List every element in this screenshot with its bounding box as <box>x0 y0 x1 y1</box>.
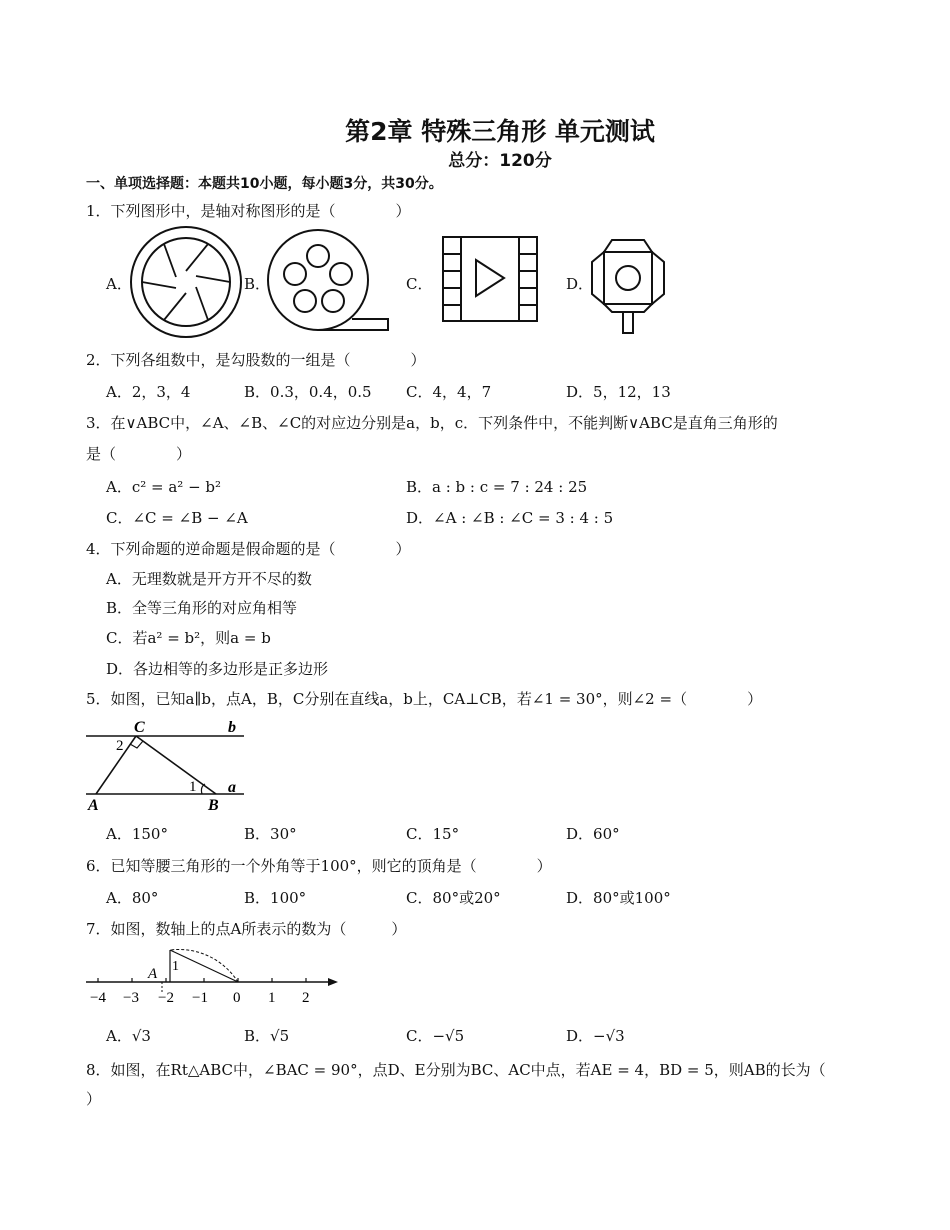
section-heading: 一、单项选择题：本题共10小题，每小题3分，共30分。 <box>86 176 443 192</box>
question-8-stem-line2: ） <box>86 1090 102 1108</box>
fig5-angle-1: 1 <box>189 779 197 795</box>
q4-option-d: D．各边相等的多边形是正多边形 <box>106 660 329 678</box>
number-line-figure <box>82 944 344 1008</box>
question-5-stem: 5．如图，已知a∥b，点A，B，C分别在直线a，b上，CA⊥CB，若∠1 = 30°，则∠2 =（ ） <box>86 690 763 708</box>
parallel-lines-triangle-figure <box>82 714 252 814</box>
fig7-tick-neg1: −1 <box>192 990 208 1006</box>
q6-option-c: C．80°或20° <box>406 889 501 907</box>
q2-option-a: A．2，3，4 <box>106 383 191 401</box>
fig7-tick-neg4: −4 <box>90 990 106 1006</box>
fig7-tick-neg3: −3 <box>123 990 139 1006</box>
fig7-tick-2: 2 <box>302 990 310 1006</box>
q1-option-c-label: C． <box>406 275 433 293</box>
fig7-unit-length: 1 <box>172 959 179 974</box>
stage-light-icon <box>588 238 668 336</box>
page-title: 第2章 特殊三角形 单元测试 <box>345 117 655 146</box>
q7-option-d: D．−√3 <box>566 1027 625 1045</box>
question-2-stem: 2．下列各组数中，是勾股数的一组是（ ） <box>86 351 426 369</box>
q4-option-c: C．若a² = b²，则a = b <box>106 629 271 647</box>
q5-option-c: C．15° <box>406 825 460 843</box>
question-6-stem: 6．已知等腰三角形的一个外角等于100°，则它的顶角是（ ） <box>86 857 552 875</box>
q1-option-a-label: A． <box>106 275 132 293</box>
question-4-stem: 4．下列命题的逆命题是假命题的是（ ） <box>86 540 411 558</box>
q3-option-d: D．∠A : ∠B : ∠C = 3 : 4 : 5 <box>406 509 614 527</box>
q7-option-b: B．√5 <box>244 1027 290 1045</box>
q7-option-a: A．√3 <box>106 1027 151 1045</box>
film-reel-icon <box>264 226 394 336</box>
fig7-tick-1: 1 <box>268 990 276 1006</box>
fig5-label-c: C <box>134 719 145 736</box>
q7-option-c: C．−√5 <box>406 1027 465 1045</box>
fig7-tick-0: 0 <box>233 990 241 1006</box>
q3-option-c: C．∠C = ∠B − ∠A <box>106 509 248 527</box>
q5-option-d: D．60° <box>566 825 620 843</box>
q2-option-b: B．0.3，0.4，0.5 <box>244 383 372 401</box>
q4-option-a: A．无理数就是开方开不尽的数 <box>106 570 312 588</box>
q1-option-d-label: D． <box>566 275 594 293</box>
q5-option-b: B．30° <box>244 825 297 843</box>
q6-option-b: B．100° <box>244 889 307 907</box>
q3-option-a: A．c² = a² − b² <box>106 478 222 496</box>
fig5-label-b-line: b <box>228 719 236 736</box>
question-3-stem-line2: 是（ ） <box>86 445 192 463</box>
q2-option-d: D．5，12，13 <box>566 383 671 401</box>
q2-option-c: C．4，4，7 <box>406 383 492 401</box>
fig5-label-b-point: B <box>208 797 219 814</box>
question-8-stem-line1: 8．如图，在Rt△ABC中，∠BAC = 90°，点D、E分别为BC、AC中点，若AE = 4，BD = 5，则AB的长为（ <box>86 1061 826 1079</box>
total-score: 总分：120分 <box>448 151 552 171</box>
film-strip-play-icon <box>442 236 540 324</box>
q3-option-b: B．a : b : c = 7 : 24 : 25 <box>406 478 588 496</box>
aperture-icon <box>128 224 244 340</box>
question-1-stem: 1．下列图形中，是轴对称图形的是（ ） <box>86 202 411 220</box>
question-3-stem-line1: 3．在∨ABC中，∠A、∠B、∠C的对应边分别是a，b，c．下列条件中，不能判断∨ABC是直角三角形的 <box>86 414 778 432</box>
q5-option-a: A．150° <box>106 825 168 843</box>
fig7-point-a: A <box>148 966 158 982</box>
fig7-tick-neg2: −2 <box>158 990 174 1006</box>
q1-option-b-label: B． <box>244 275 271 293</box>
q4-option-b: B．全等三角形的对应角相等 <box>106 599 298 617</box>
question-7-stem: 7．如图，数轴上的点A所表示的数为（ ） <box>86 920 407 938</box>
fig5-label-a-line: a <box>228 779 236 796</box>
fig5-angle-2: 2 <box>116 738 124 754</box>
q6-option-a: A．80° <box>106 889 159 907</box>
q6-option-d: D．80°或100° <box>566 889 671 907</box>
fig5-label-a-point: A <box>88 797 99 814</box>
